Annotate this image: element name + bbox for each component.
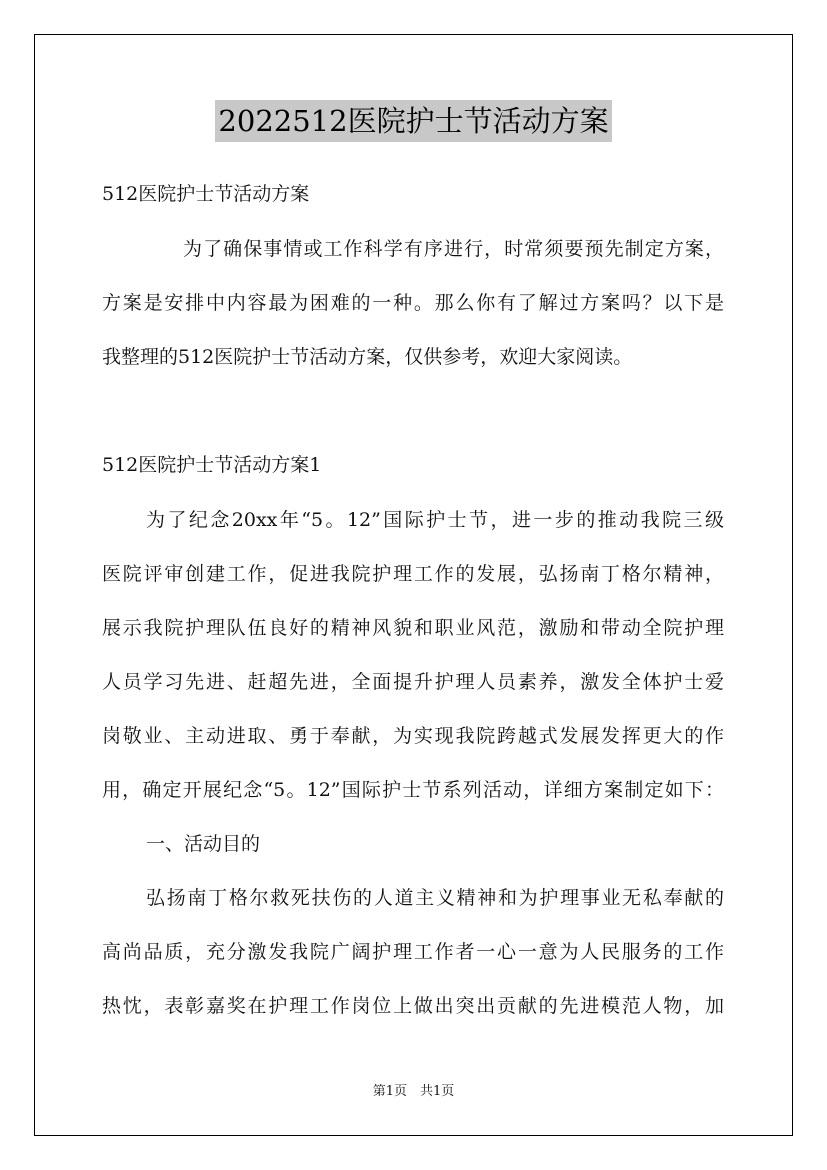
section-heading: 512医院护士节活动方案1 [102,454,322,476]
section-line-3: 展示我院护理队伍良好的精神风貌和职业风范，激励和带动全院护理 [102,617,724,639]
section-line-6: 用，确定开展纪念“5。12”国际护士节系列活动，详细方案制定如下： [102,779,724,801]
intro-line-1: 为了确保事情或工作科学有序进行，时常须要预先制定方案， [183,238,724,260]
section-line-4: 人员学习先进、赶超先进，全面提升护理人员素养，激发全体护士爱 [102,671,724,693]
document-subtitle: 512医院护士节活动方案 [102,183,310,205]
title-wrapper [0,100,827,142]
purpose-line-3: 热忱，表彰嘉奖在护理工作岗位上做出突出贡献的先进模范人物，加 [102,995,724,1017]
section-line-5: 岗敬业、主动进取、勇于奉献，为实现我院跨越式发展发挥更大的作 [102,725,724,747]
purpose-line-1: 弘扬南丁格尔救死扶伤的人道主义精神和为护理事业无私奉献的 [146,887,724,909]
page-footer: 第1页 共1页 [372,1084,455,1099]
document-title: 2022512医院护士节活动方案 [215,100,611,142]
intro-line-3: 我整理的512医院护士节活动方案，仅供参考，欢迎大家阅读。 [102,346,633,368]
purpose-line-2: 高尚品质，充分激发我院广阔护理工作者一心一意为人民服务的工作 [102,941,724,963]
section-line-2: 医院评审创建工作，促进我院护理工作的发展，弘扬南丁格尔精神， [102,563,724,585]
purpose-heading: 一、活动目的 [146,833,261,855]
section-line-1: 为了纪念20xx年“5。12”国际护士节，进一步的推动我院三级 [146,509,724,531]
intro-line-2: 方案是安排中内容最为困难的一种。那么你有了解过方案吗？以下是 [102,292,724,314]
